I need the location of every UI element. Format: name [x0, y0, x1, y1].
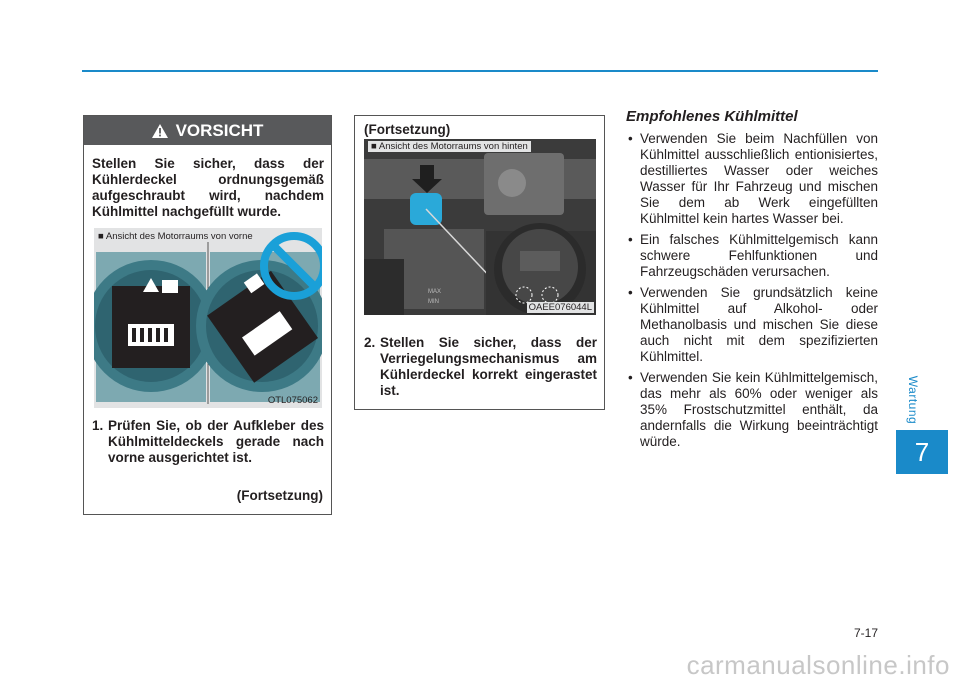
page-number: 7-17	[853, 626, 878, 640]
section-title: Empfohlenes Kühlmittel	[626, 108, 798, 125]
svg-text:MIN: MIN	[428, 299, 439, 305]
figure-code: OAEE076044L	[528, 302, 592, 313]
radiator-cap-illustration	[94, 228, 322, 408]
warning-triangle-icon	[152, 124, 168, 138]
continued-label: (Fortsetzung)	[236, 488, 323, 503]
figure-code: OTL075062	[267, 395, 318, 406]
engine-compartment-illustration	[364, 139, 596, 315]
section-side-label	[898, 370, 928, 430]
header-rule	[82, 70, 878, 72]
step1-number: 1.	[92, 418, 104, 433]
figure-caption: ■ Ansicht des Motorraums von hinten	[368, 141, 531, 152]
bullet-item: • Verwenden Sie grundsätzlich keine Kühlmittel auf Alkohol- oder Methanolbasis und mischen Sie diese auch nicht mit dem spezifizierten Kühlmittel.	[626, 285, 878, 365]
section-label-text: Wartung	[906, 375, 920, 425]
figure-caption: ■ Ansicht des Motorraums von vorne	[98, 231, 253, 242]
radiator-cap-front-figure	[94, 228, 322, 408]
chapter-badge: 7	[896, 430, 948, 474]
coolant-section	[626, 108, 878, 455]
engine-rear-figure	[364, 139, 596, 315]
watermark: carmanualsonline.info	[686, 650, 950, 680]
step1-text: Prüfen Sie, ob der Aufkleber des Kühlmitteldeckels gerade nach vorne ausgerichtet ist.	[108, 418, 324, 465]
step2-number: 2.	[364, 335, 376, 350]
svg-text:MAX: MAX	[428, 289, 442, 295]
caution-header	[84, 116, 331, 145]
continuation-box	[354, 115, 605, 410]
continuation-title: (Fortsetzung)	[364, 122, 451, 137]
step2-text: Stellen Sie sicher, dass der Verriegelungsmechanismus am Kühlerdeckel korrekt eingerastet ist.	[380, 335, 597, 398]
bullet-item: • Verwenden Sie beim Nachfüllen von Kühlmittel ausschließlich entionisiertes, destilliertes Wasser oder weiches Wasser für Ihr Fahrzeug und mischen Sie dem ab Werk eingefüllten Kühlmittel kein hartes Wasser bei.	[626, 131, 878, 227]
caution-title: VORSICHT	[175, 120, 264, 140]
caution-box	[83, 115, 332, 515]
caution-warning-text: Stellen Sie sicher, dass der Kühlerdeckel ordnungsgemäß aufgeschraubt wird, nachdem Kühlmittel nachgefüllt wurde.	[92, 156, 324, 219]
bullet-item: • Verwenden Sie kein Kühlmittelgemisch, das mehr als 60% oder weniger als 35% Frostschutzmittel enthält, da andernfalls die Wirkung beeinträchtigt würde.	[626, 370, 878, 450]
bullet-item: • Ein falsches Kühlmittelgemisch kann schwere Fehlfunktionen und Fahrzeugschäden verursachen.	[626, 232, 878, 280]
